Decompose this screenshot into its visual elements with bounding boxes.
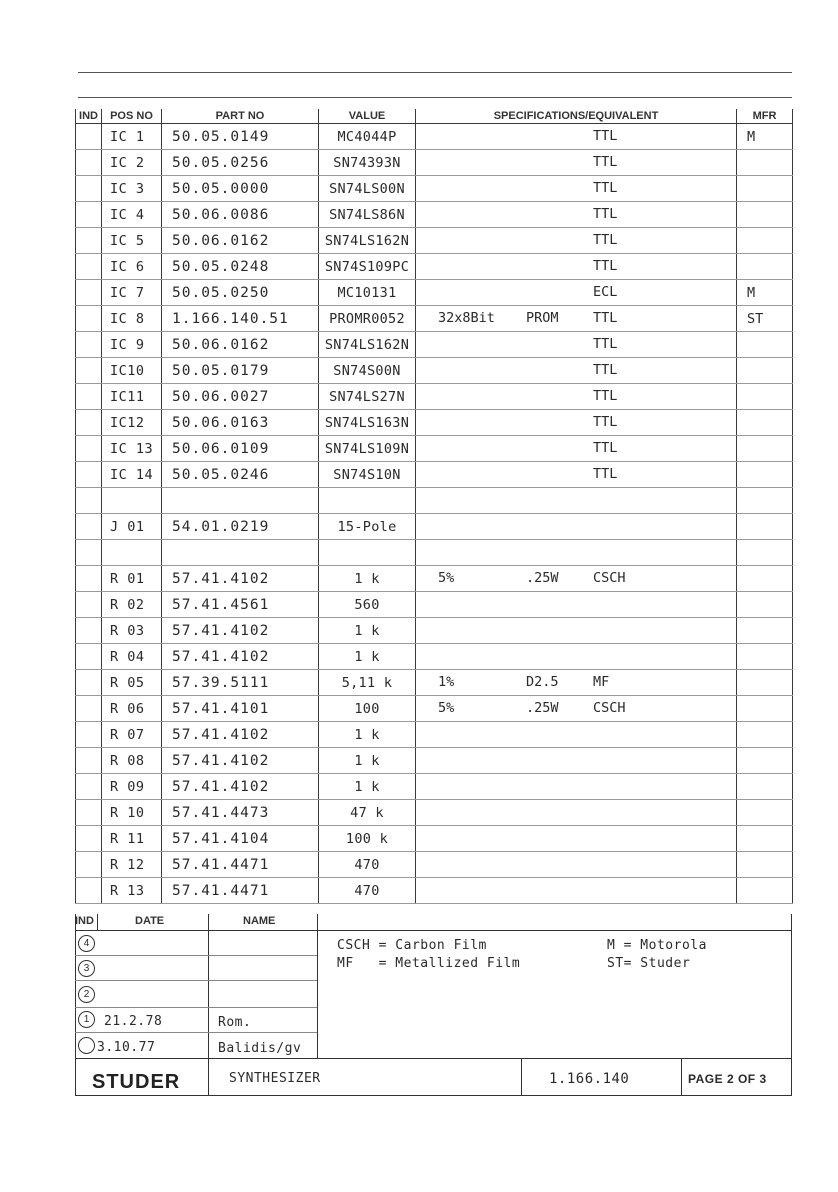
table-row (76, 748, 793, 774)
col-header-value: VALUE (319, 109, 416, 124)
col-header-mfr: MFR (737, 109, 793, 124)
pos-no-cell: IC 13 (102, 436, 162, 462)
part-no-cell: 50.05.0246 (162, 462, 319, 488)
part-no-cell: 57.41.4561 (162, 592, 319, 618)
value-cell: SN74S10N (319, 462, 416, 488)
table-row (76, 878, 793, 904)
mfr-cell: M (737, 280, 793, 306)
value-cell: 100 (319, 696, 416, 722)
pos-no-cell: R 13 (102, 878, 162, 904)
table-row (76, 696, 793, 722)
spec-cell (416, 436, 737, 462)
spec-cell (416, 462, 737, 488)
part-no-cell: 57.41.4471 (162, 852, 319, 878)
revision-mark-3: 3 (78, 960, 95, 977)
spec-s3: TTL (593, 206, 618, 222)
ind-cell (76, 488, 102, 514)
spec-cell (416, 696, 737, 722)
table-row (76, 202, 793, 228)
spec-s3: TTL (593, 466, 618, 482)
spec-cell (416, 410, 737, 436)
table-row (76, 228, 793, 254)
part-no-cell: 57.41.4473 (162, 800, 319, 826)
part-no-cell: 50.06.0162 (162, 332, 319, 358)
footer-header-name: NAME (243, 915, 276, 927)
table-row (76, 488, 793, 514)
spec-s1: 5% (438, 570, 455, 586)
table-row (76, 774, 793, 800)
pos-no-cell: R 08 (102, 748, 162, 774)
value-cell: SN74LS00N (319, 176, 416, 202)
spec-cell (416, 488, 737, 514)
value-cell: 470 (319, 878, 416, 904)
mfr-cell (737, 202, 793, 228)
ind-cell (76, 254, 102, 280)
legend-motorola: M = Motorola (607, 938, 707, 953)
part-no-cell: 50.06.0162 (162, 228, 319, 254)
pos-no-cell: IC 2 (102, 150, 162, 176)
revision-1-name: Rom. (218, 1015, 252, 1030)
pos-no-cell: IC12 (102, 410, 162, 436)
value-cell: 5,11 k (319, 670, 416, 696)
ind-cell (76, 228, 102, 254)
pos-no-cell: R 09 (102, 774, 162, 800)
spec-s3: TTL (593, 414, 618, 430)
table-row (76, 332, 793, 358)
part-no-cell: 50.05.0149 (162, 124, 319, 150)
part-no-cell: 50.06.0163 (162, 410, 319, 436)
part-no-cell: 1.166.140.51 (162, 306, 319, 332)
document-number: 1.166.140 (549, 1071, 630, 1087)
mfr-cell (737, 878, 793, 904)
pos-no-cell: R 06 (102, 696, 162, 722)
table-row (76, 280, 793, 306)
spec-cell (416, 592, 737, 618)
pos-no-cell: R 12 (102, 852, 162, 878)
spec-s3: TTL (593, 388, 618, 404)
revision-mark-2: 2 (78, 986, 95, 1003)
ind-cell (76, 852, 102, 878)
spec-s1: 5% (438, 700, 455, 716)
mfr-cell (737, 670, 793, 696)
ind-cell (76, 514, 102, 540)
mfr-cell (737, 150, 793, 176)
part-no-cell: 50.06.0027 (162, 384, 319, 410)
spec-s2: D2.5 (526, 674, 559, 690)
spec-s1: 1% (438, 674, 455, 690)
spec-cell (416, 150, 737, 176)
mfr-cell (737, 410, 793, 436)
ind-cell (76, 150, 102, 176)
part-no-cell: 50.05.0179 (162, 358, 319, 384)
table-row (76, 826, 793, 852)
mfr-cell (737, 358, 793, 384)
mfr-cell (737, 514, 793, 540)
spec-cell (416, 228, 737, 254)
mfr-cell (737, 566, 793, 592)
spec-cell (416, 852, 737, 878)
spec-cell (416, 826, 737, 852)
mfr-cell (737, 488, 793, 514)
ind-cell (76, 306, 102, 332)
col-header-spec: SPECIFICATIONS/EQUIVALENT (416, 109, 737, 124)
value-cell: 1 k (319, 644, 416, 670)
ind-cell (76, 644, 102, 670)
revision-0-date: 3.10.77 (97, 1040, 156, 1055)
pos-no-cell: IC 4 (102, 202, 162, 228)
ind-cell (76, 800, 102, 826)
spec-cell (416, 384, 737, 410)
part-no-cell: 57.41.4102 (162, 774, 319, 800)
revision-1-date: 21.2.78 (104, 1014, 163, 1029)
value-cell: 1 k (319, 618, 416, 644)
ind-cell (76, 774, 102, 800)
table-row (76, 566, 793, 592)
value-cell: 1 k (319, 566, 416, 592)
spec-s3: TTL (593, 310, 618, 326)
value-cell: SN74393N (319, 150, 416, 176)
spec-cell (416, 566, 737, 592)
spec-s2: .25W (526, 700, 559, 716)
part-no-cell: 50.05.0248 (162, 254, 319, 280)
spec-cell (416, 722, 737, 748)
spec-cell (416, 774, 737, 800)
value-cell: MC4044P (319, 124, 416, 150)
value-cell: PROMR0052 (319, 306, 416, 332)
col-header-pos: POS NO (102, 109, 162, 124)
value-cell (319, 488, 416, 514)
footer-header-ind: IND (75, 915, 94, 927)
spec-s3: TTL (593, 440, 618, 456)
legend-csch: CSCH = Carbon Film (337, 938, 487, 953)
spec-cell (416, 280, 737, 306)
table-row (76, 462, 793, 488)
pos-no-cell: R 02 (102, 592, 162, 618)
spec-s3: CSCH (593, 570, 626, 586)
pos-no-cell: R 07 (102, 722, 162, 748)
spec-s2: PROM (526, 310, 559, 326)
ind-cell (76, 592, 102, 618)
spec-s1: 32x8Bit (438, 310, 495, 326)
part-no-cell: 57.39.5111 (162, 670, 319, 696)
pos-no-cell: IC 1 (102, 124, 162, 150)
pos-no-cell: IC 7 (102, 280, 162, 306)
ind-cell (76, 358, 102, 384)
mfr-cell (737, 852, 793, 878)
value-cell: MC10131 (319, 280, 416, 306)
table-row (76, 150, 793, 176)
value-cell: 470 (319, 852, 416, 878)
studer-logo: STUDER (92, 1071, 181, 1093)
value-cell: 15-Pole (319, 514, 416, 540)
spec-s3: TTL (593, 258, 618, 274)
part-no-cell (162, 540, 319, 566)
parts-list-table (75, 109, 793, 904)
mfr-cell (737, 696, 793, 722)
part-no-cell: 57.41.4102 (162, 722, 319, 748)
part-no-cell: 57.41.4102 (162, 566, 319, 592)
pos-no-cell: IC 6 (102, 254, 162, 280)
table-row (76, 592, 793, 618)
spec-cell (416, 124, 737, 150)
pos-no-cell: R 01 (102, 566, 162, 592)
ind-cell (76, 202, 102, 228)
mfr-cell (737, 176, 793, 202)
mfr-cell (737, 462, 793, 488)
spec-cell (416, 618, 737, 644)
value-cell: SN74LS162N (319, 332, 416, 358)
mfr-cell: M (737, 124, 793, 150)
revision-mark-1: 1 (78, 1011, 95, 1028)
spec-s3: TTL (593, 180, 618, 196)
ind-cell (76, 176, 102, 202)
ind-cell (76, 826, 102, 852)
table-row (76, 306, 793, 332)
value-cell: 1 k (319, 748, 416, 774)
spec-cell (416, 514, 737, 540)
pos-no-cell (102, 488, 162, 514)
pos-no-cell: IC 8 (102, 306, 162, 332)
spec-cell (416, 332, 737, 358)
mfr-cell (737, 644, 793, 670)
spec-cell (416, 202, 737, 228)
ind-cell (76, 124, 102, 150)
value-cell: 1 k (319, 722, 416, 748)
spec-cell (416, 254, 737, 280)
mfr-cell (737, 228, 793, 254)
part-no-cell: 50.06.0109 (162, 436, 319, 462)
ind-cell (76, 540, 102, 566)
part-no-cell: 50.05.0256 (162, 150, 319, 176)
title-block (75, 914, 792, 1096)
ind-cell (76, 722, 102, 748)
table-row (76, 254, 793, 280)
mfr-cell (737, 332, 793, 358)
ind-cell (76, 566, 102, 592)
mfr-cell (737, 618, 793, 644)
ind-cell (76, 878, 102, 904)
ind-cell (76, 748, 102, 774)
part-no-cell: 57.41.4102 (162, 748, 319, 774)
value-cell: 100 k (319, 826, 416, 852)
drawing-title: SYNTHESIZER (229, 1071, 321, 1086)
value-cell (319, 540, 416, 566)
spec-s3: ECL (593, 284, 618, 300)
part-no-cell: 50.05.0000 (162, 176, 319, 202)
pos-no-cell: R 10 (102, 800, 162, 826)
spec-cell (416, 306, 737, 332)
spec-cell (416, 878, 737, 904)
spec-cell (416, 748, 737, 774)
mfr-cell (737, 800, 793, 826)
spec-s3: TTL (593, 232, 618, 248)
col-header-ind: IND (76, 109, 102, 124)
spec-s3: CSCH (593, 700, 626, 716)
pos-no-cell: IC 9 (102, 332, 162, 358)
ind-cell (76, 462, 102, 488)
table-row (76, 852, 793, 878)
footer-header-date: DATE (135, 915, 165, 927)
value-cell: SN74S00N (319, 358, 416, 384)
table-row (76, 618, 793, 644)
part-no-cell: 57.41.4102 (162, 618, 319, 644)
part-no-cell: 50.06.0086 (162, 202, 319, 228)
spec-s3: TTL (593, 128, 618, 144)
value-cell: SN74S109PC (319, 254, 416, 280)
value-cell: SN74LS86N (319, 202, 416, 228)
value-cell: 1 k (319, 774, 416, 800)
table-row (76, 410, 793, 436)
table-row (76, 670, 793, 696)
value-cell: SN74LS109N (319, 436, 416, 462)
ind-cell (76, 280, 102, 306)
part-no-cell: 57.41.4101 (162, 696, 319, 722)
value-cell: 560 (319, 592, 416, 618)
part-no-cell: 57.41.4104 (162, 826, 319, 852)
mfr-cell (737, 592, 793, 618)
part-no-cell: 50.05.0250 (162, 280, 319, 306)
mfr-cell (737, 722, 793, 748)
table-row (76, 540, 793, 566)
spec-s3: TTL (593, 362, 618, 378)
spec-cell (416, 176, 737, 202)
mfr-cell (737, 436, 793, 462)
mfr-cell (737, 540, 793, 566)
table-row (76, 384, 793, 410)
mfr-cell (737, 748, 793, 774)
table-row (76, 124, 793, 150)
table-row (76, 436, 793, 462)
part-no-cell: 57.41.4102 (162, 644, 319, 670)
table-header-row (76, 109, 793, 124)
table-row (76, 644, 793, 670)
table-row (76, 800, 793, 826)
ind-cell (76, 332, 102, 358)
ind-cell (76, 670, 102, 696)
ind-cell (76, 696, 102, 722)
ind-cell (76, 410, 102, 436)
revision-mark-0 (78, 1037, 95, 1054)
pos-no-cell: R 04 (102, 644, 162, 670)
table-row (76, 358, 793, 384)
legend-studer: ST= Studer (607, 956, 691, 971)
spec-cell (416, 540, 737, 566)
revision-0-name: Balidis/gv (218, 1041, 302, 1056)
pos-no-cell: R 05 (102, 670, 162, 696)
spec-s3: TTL (593, 154, 618, 170)
legend-mf: MF = Metallized Film (337, 956, 521, 971)
part-no-cell: 57.41.4471 (162, 878, 319, 904)
spec-cell (416, 644, 737, 670)
top-rule (78, 72, 792, 73)
table-row (76, 176, 793, 202)
ind-cell (76, 618, 102, 644)
part-no-cell (162, 488, 319, 514)
spec-cell (416, 800, 737, 826)
value-cell: SN74LS162N (319, 228, 416, 254)
pos-no-cell: IC10 (102, 358, 162, 384)
spec-s2: .25W (526, 570, 559, 586)
mfr-cell: ST (737, 306, 793, 332)
value-cell: 47 k (319, 800, 416, 826)
pos-no-cell: R 03 (102, 618, 162, 644)
pos-no-cell: R 11 (102, 826, 162, 852)
value-cell: SN74LS163N (319, 410, 416, 436)
revision-mark-4: 4 (78, 935, 95, 952)
mfr-cell (737, 774, 793, 800)
ind-cell (76, 436, 102, 462)
table-row (76, 722, 793, 748)
header-rule (78, 97, 792, 98)
spec-cell (416, 670, 737, 696)
spec-cell (416, 358, 737, 384)
pos-no-cell: J 01 (102, 514, 162, 540)
mfr-cell (737, 826, 793, 852)
pos-no-cell: IC 5 (102, 228, 162, 254)
page-number: PAGE 2 OF 3 (688, 1072, 767, 1086)
pos-no-cell: IC 14 (102, 462, 162, 488)
spec-s3: MF (593, 674, 610, 690)
value-cell: SN74LS27N (319, 384, 416, 410)
spec-s3: TTL (593, 336, 618, 352)
col-header-part: PART NO (162, 109, 319, 124)
mfr-cell (737, 384, 793, 410)
ind-cell (76, 384, 102, 410)
table-row (76, 514, 793, 540)
part-no-cell: 54.01.0219 (162, 514, 319, 540)
pos-no-cell (102, 540, 162, 566)
pos-no-cell: IC 3 (102, 176, 162, 202)
mfr-cell (737, 254, 793, 280)
pos-no-cell: IC11 (102, 384, 162, 410)
